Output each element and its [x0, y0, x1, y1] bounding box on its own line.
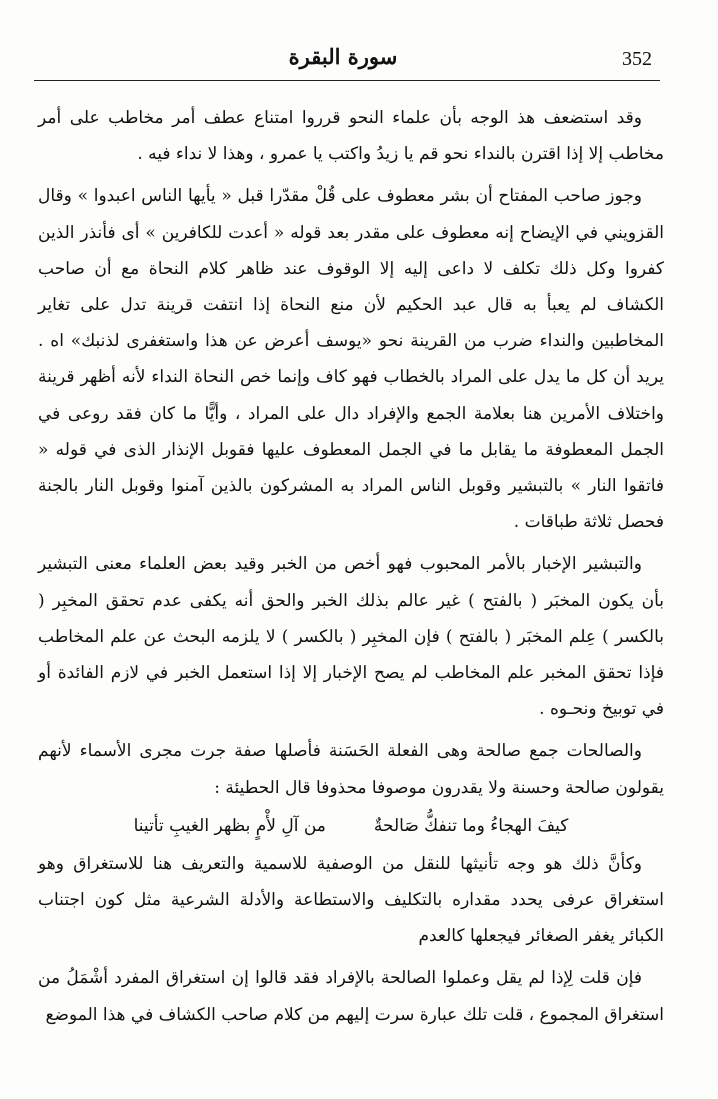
verse-second-hemistich: من آلِ لأْمٍ بظهر الغيبِ تأتينا: [133, 815, 326, 836]
poetry-verse: [38, 808, 664, 844]
page-header: [34, 42, 652, 78]
page-number: 352: [622, 48, 652, 70]
paragraph: والصالحات جمع صالحة وهى الفعلة الحَسَنة فأصلها صفة جرت مجرى الأسماء لأنهم يقولون صالحة وحسنة ولا يقدرون موصوفا محذوفا قال الحطيئة :: [38, 741, 664, 798]
surah-title: سورة البقرة: [288, 44, 398, 69]
header-rule: [34, 80, 660, 81]
paragraph: والتبشير الإخبار بالأمر المحبوب فهو أخص من الخبر وقيد بعض العلماء معنى التبشير بأن يكون المخبَر ( بالفتح ) غير عالم بذلك الخبر والحق أنه يكفى عدم تحقق المخبِر ( بالكسر ) عِلم المخبَر ( بالفتح ) فإن المخبِر ( بالكسر ) لا يلزمه البحث عن علم المخاطب فإذا تحقق المخبر علم المخاطب لم يصح الإخبار إلا إذا استعمل الخبر في لازم الفائدة أو في توبيخ ونحـوه .: [38, 554, 664, 720]
verse-first-hemistich: كيفَ الهجاءُ وما تنفكُّ صَالحةٌ: [373, 815, 569, 836]
paragraph: وجوز صاحب المفتاح أن بشر معطوف على قُلْ مقدّرا قبل « يأيها الناس اعبدوا » وقال القزويني في الإيضاح إنه معطوف على مقدر بعد قوله « أعدت للكافرين » أى فأنذر الذين كفروا وكل ذلك تكلف لا داعى إليه إلا الوقوف عند ظاهر كلام النحاة مع أن صاحب الكشاف لم يعبأ به قال عبد الحكيم لأن منع النحاة إذا انتفت قرينة تدل على تغاير المخاطبين والنداء ضرب من القرينة نحو «يوسف أعرض عن هذا واستغفرى لذنبك» اه . يريد أن كل ما يدل على المراد بالخطاب فهو كاف وإنما خص النحاة النداء لأنه أظهر قرينة واختلاف الأمرين هنا بعلامة الجمع والإفراد دال على المراد ، وأيًّا ما كان فقد روعى في الجمل المعطوفة ما يقابل ما في الجمل المعطوف عليها فقوبل الإنذار الذى في قوله « فاتقوا النار » بالتبشير وقوبل الناس المراد به المشركون بالذين آمنوا وقوبل النار بالجنة فحصل ثلاثة طباقات .: [38, 186, 664, 533]
body-text: [38, 100, 664, 1033]
paragraph: وكأنَّ ذلك هو وجه تأنيثها للنقل من الوصفية للاسمية والتعريف هنا للاستغراق وهو استغراق عرفى يحدد مقداره بالتكليف والاستطاعة والأدلة الشرعية مثل كون اجتناب الكبائر يغفر الصغائر فيجعلها كالعدم: [38, 853, 664, 947]
paragraph: فإن قلت لِإذا لم يقل وعملوا الصالحة بالإفراد فقد قالوا إن استغراق المفرد أشْمَلُ من استغراق المجموع ، قلت تلك عبارة سرت إليهم من كلام صاحب الكشاف في هذا الموضع: [38, 968, 664, 1025]
paragraph: وقد استضعف هذ الوجه بأن علماء النحو قرروا امتناع عطف أمر مخاطب على أمر مخاطب إلا إذا اقترن بالنداء نحو قم يا زيدُ واكتب يا عمرو ، وهذا لا نداء فيه .: [38, 108, 664, 165]
